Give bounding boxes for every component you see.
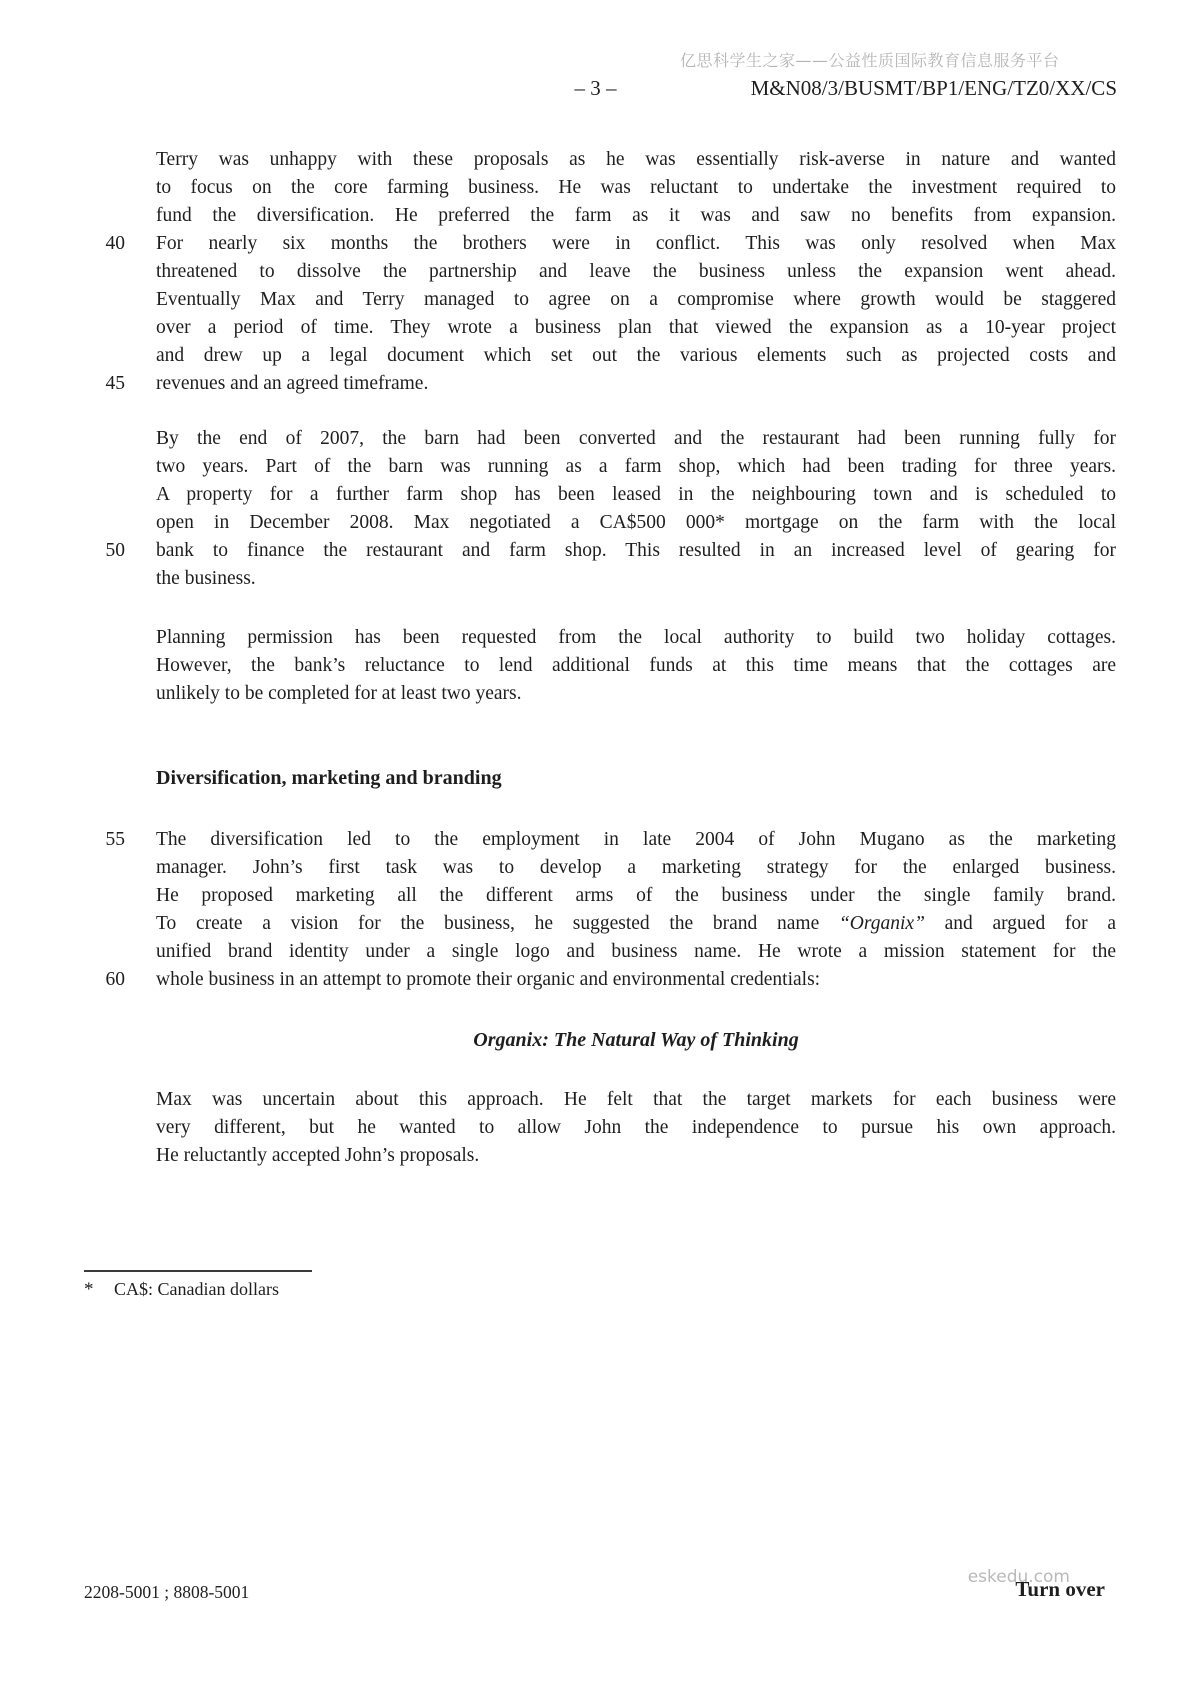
body-line: very different, but he wanted to allow John the independence to pursue his own approach. — [156, 1117, 1116, 1138]
footnote-text: CA$: Canadian dollars — [114, 1279, 279, 1299]
body-line: bank to finance the restaurant and farm shop. This resulted in an increased level of gearing for — [156, 540, 1116, 561]
body-line: However, the bank’s reluctance to lend additional funds at this time means that the cottages are — [156, 655, 1116, 676]
paragraph-max-reaction — [156, 1086, 1116, 1170]
body-line: unlikely to be completed for at least two years. — [156, 683, 522, 704]
text-segment: and argued for a — [924, 913, 1116, 934]
body-line: revenues and an agreed timeframe. — [156, 373, 429, 394]
body-line: manager. John’s first task was to develop a marketing strategy for the enlarged business. — [156, 857, 1116, 878]
body-line: threatened to dissolve the partnership and leave the business unless the expansion went ahead. — [156, 261, 1116, 282]
body-line: Terry was unhappy with these proposals as he was essentially risk-averse in nature and wanted — [156, 149, 1116, 170]
footnote-rule — [84, 1270, 312, 1272]
brand-name-italic: “Organix” — [838, 913, 925, 934]
body-line — [156, 910, 1116, 938]
body-line: the business. — [156, 568, 256, 589]
body-line: The diversification led to the employment in late 2004 of John Mugano as the marketing — [156, 829, 1116, 850]
header-watermark-cn: 亿思科学生之家——公益性质国际教育信息服务平台 — [680, 51, 1060, 70]
body-line: over a period of time. They wrote a business plan that viewed the expansion as a 10-year project — [156, 317, 1116, 338]
line-number-60: 60 — [105, 969, 125, 990]
body-line: unified brand identity under a single logo and business name. He wrote a mission statement for the — [156, 941, 1116, 962]
line-number-45: 45 — [105, 373, 125, 394]
paragraph-marketing — [156, 826, 1116, 994]
body-line: open in December 2008. Max negotiated a CA$500 000* mortgage on the farm with the local — [156, 512, 1116, 533]
footnote-symbol: * — [84, 1279, 94, 1300]
paper-code: M&N08/3/BUSMT/BP1/ENG/TZ0/XX/CS — [750, 76, 1117, 100]
paragraph-planning — [156, 624, 1116, 708]
line-number-55: 55 — [105, 829, 125, 850]
body-line: Max was uncertain about this approach. He felt that the target markets for each business were — [156, 1089, 1116, 1110]
page-number: – 3 – — [574, 76, 617, 100]
body-line: For nearly six months the brothers were in conflict. This was only resolved when Max — [156, 233, 1116, 254]
body-line: He reluctantly accepted John’s proposals. — [156, 1145, 480, 1166]
line-number-50: 50 — [105, 540, 125, 561]
mission-statement: Organix: The Natural Way of Thinking — [473, 1029, 799, 1051]
footer-watermark: eskedu.com — [967, 1567, 1070, 1587]
body-line: and drew up a legal document which set out the various elements such as projected costs and — [156, 345, 1116, 366]
body-line: Eventually Max and Terry managed to agree on a compromise where growth would be staggered — [156, 289, 1116, 310]
body-line: By the end of 2007, the barn had been converted and the restaurant had been running fully for — [156, 428, 1116, 449]
body-line: Planning permission has been requested from the local authority to build two holiday cottages. — [156, 627, 1116, 648]
turn-over-label: Turn over — [1015, 1577, 1105, 1601]
body-line: A property for a further farm shop has been leased in the neighbouring town and is scheduled to — [156, 484, 1116, 505]
paragraph-barn-conversion — [156, 425, 1116, 593]
body-line: two years. Part of the barn was running as a farm shop, which had been trading for three years. — [156, 456, 1116, 477]
paragraph-conflict — [156, 146, 1116, 398]
body-line: He proposed marketing all the different arms of the business under the single family brand. — [156, 885, 1116, 906]
footer-doc-codes: 2208-5001 ; 8808-5001 — [84, 1582, 250, 1602]
body-line: to focus on the core farming business. He was reluctant to undertake the investment required to — [156, 177, 1116, 198]
body-line: fund the diversification. He preferred the farm as it was and saw no benefits from expansion. — [156, 205, 1116, 226]
line-number-40: 40 — [105, 233, 125, 254]
section-heading: Diversification, marketing and branding — [156, 767, 502, 789]
text-segment: To create a vision for the business, he suggested the brand name — [156, 913, 839, 934]
body-line: whole business in an attempt to promote their organic and environmental credentials: — [156, 969, 821, 990]
footnote — [84, 1277, 279, 1302]
